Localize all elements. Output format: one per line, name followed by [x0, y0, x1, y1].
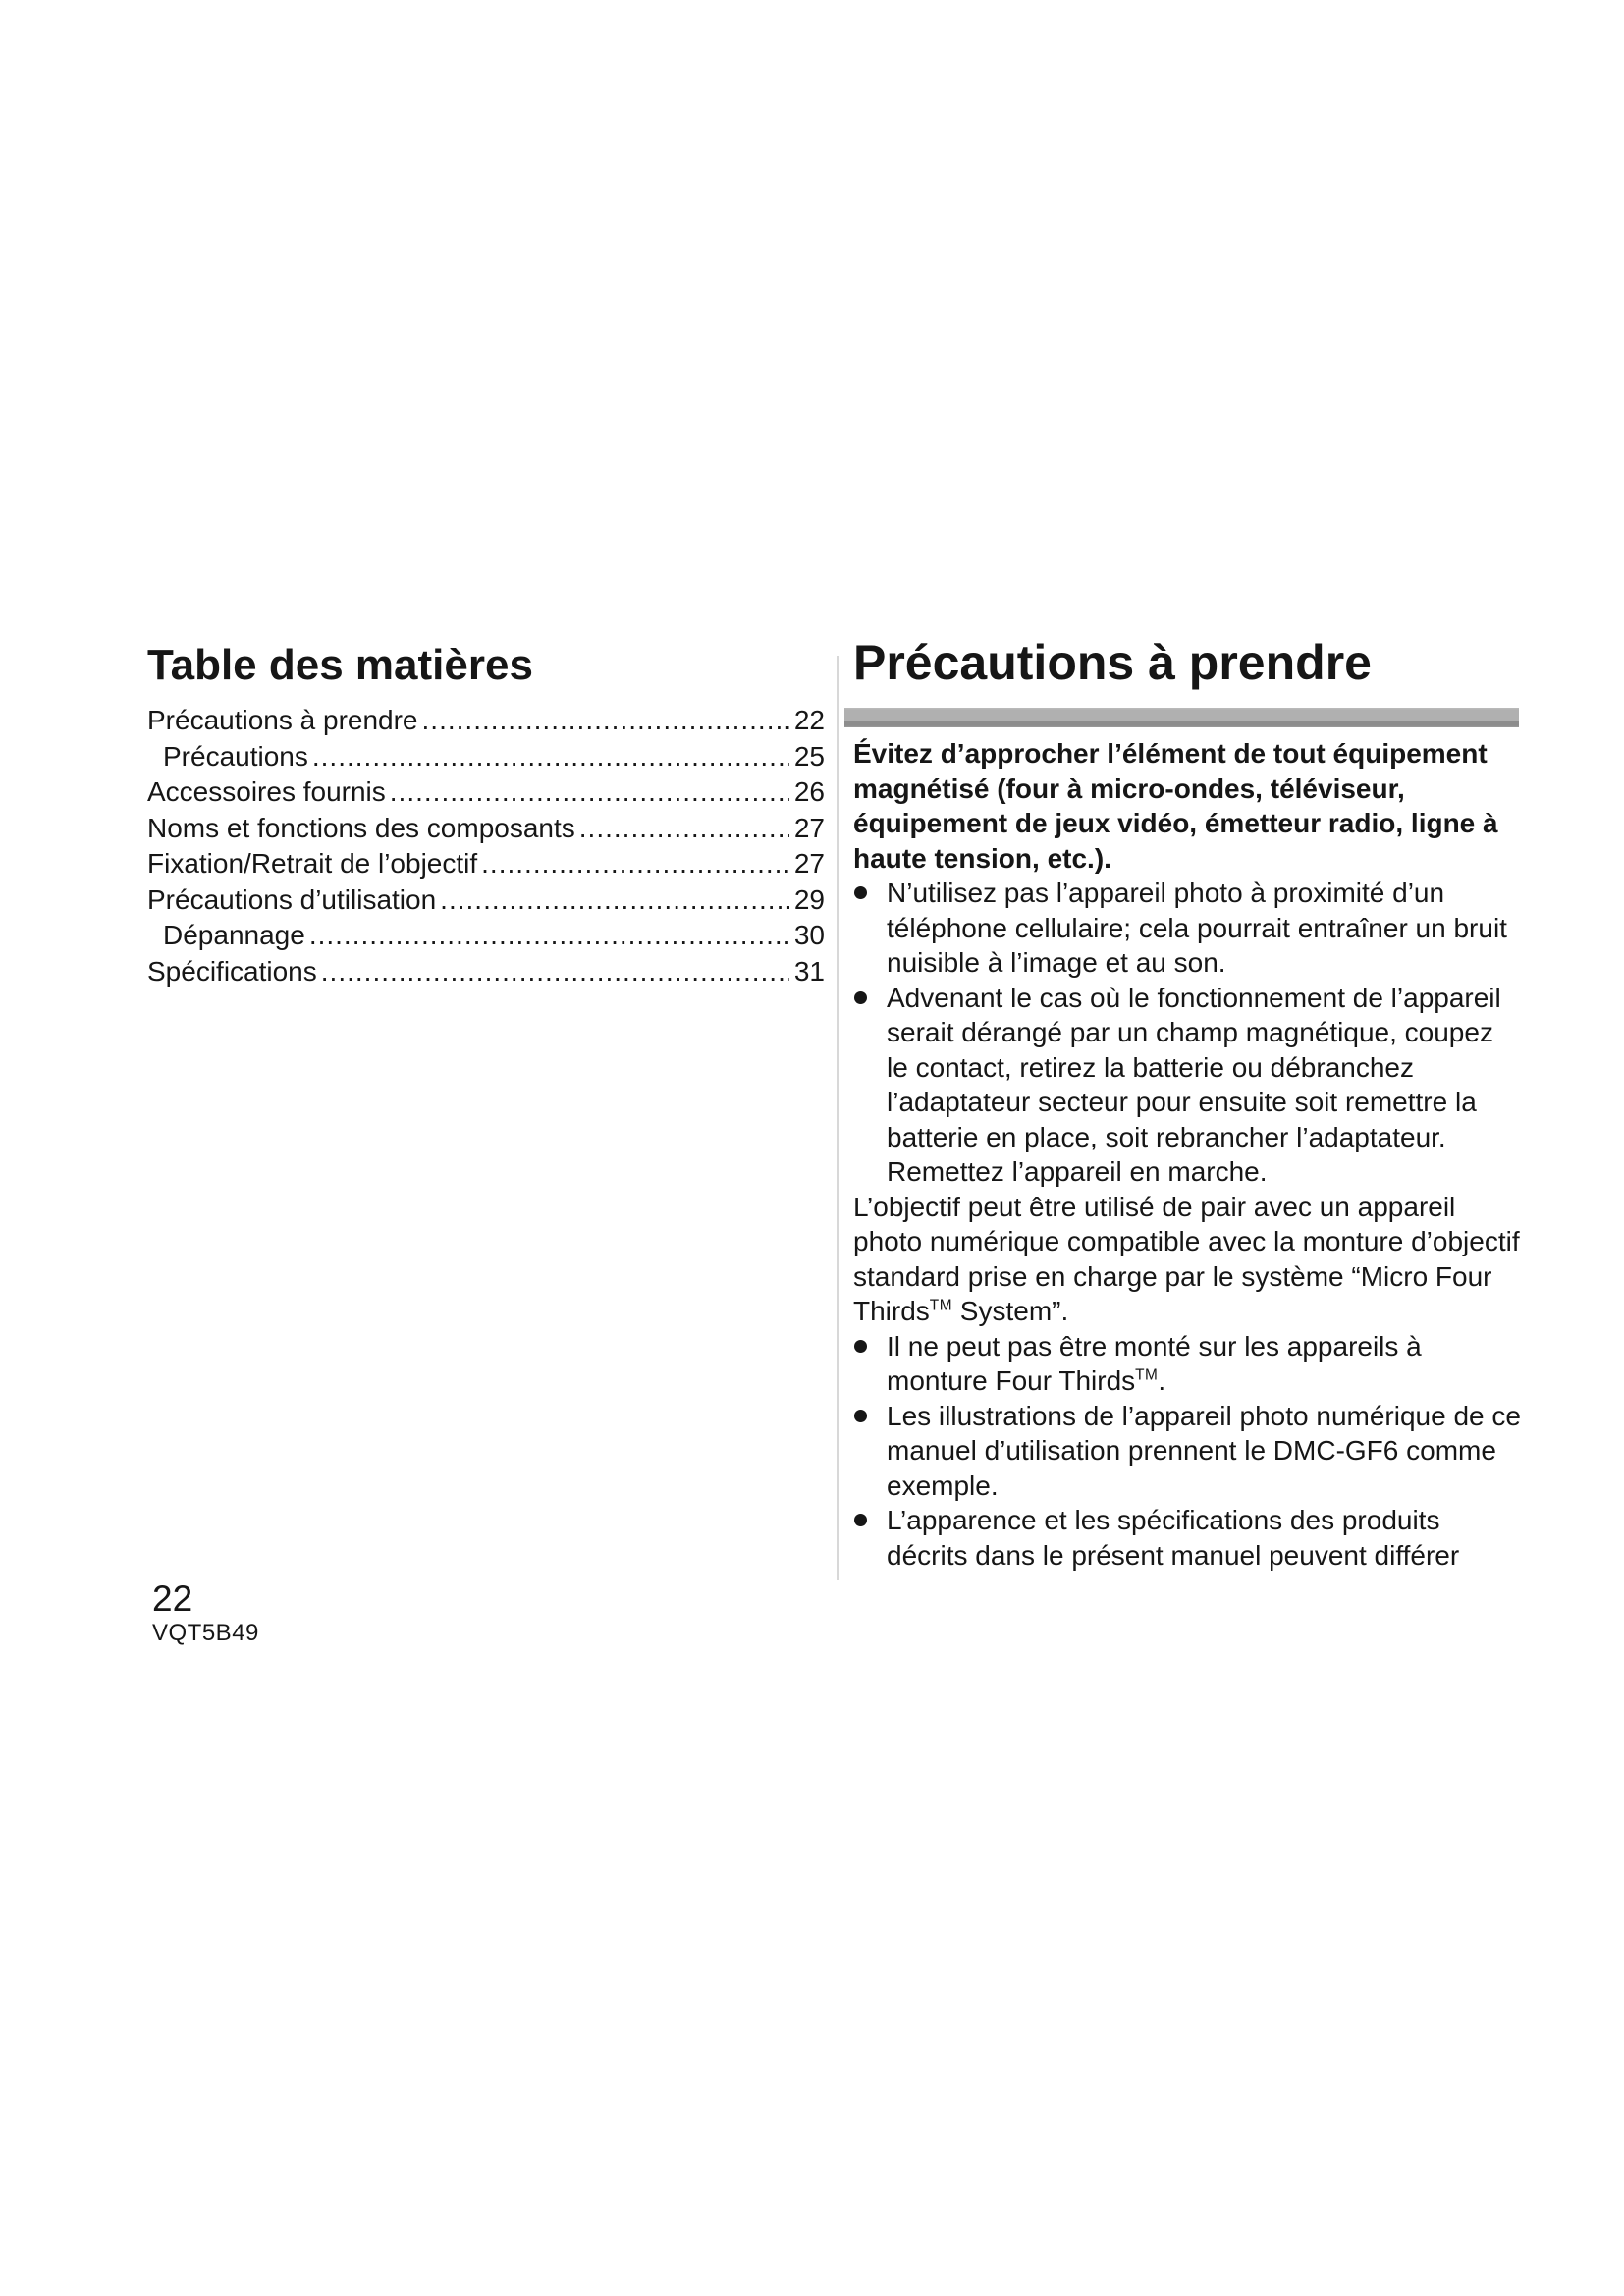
bullet-text: Les illustrations de l’appareil photo numérique de ce manuel d’utilisation prennent le DMC-GF6 comme exemple.: [887, 1400, 1521, 1501]
bullet-icon: [854, 886, 867, 899]
toc-dot-leader: [321, 954, 789, 990]
toc-dot-leader: [390, 774, 789, 811]
bullet-marker: [853, 1399, 887, 1422]
toc-entry: [147, 846, 825, 882]
section-body: [853, 736, 1521, 1573]
toc-entry-label: Spécifications: [147, 955, 317, 987]
toc-entry: [147, 703, 825, 739]
document-code: VQT5B49: [152, 1620, 259, 1646]
toc-entry-page: 27: [793, 812, 825, 843]
toc-entry: [147, 811, 825, 847]
bullet-marker: [853, 1329, 887, 1353]
toc-list: [147, 703, 825, 989]
trademark-superscript: TM: [1135, 1366, 1159, 1384]
toc-entry-label: Précautions à prendre: [147, 705, 418, 735]
bullet-item: [853, 981, 1521, 1190]
bullet-text: Il ne peut pas être monté sur les appareils à monture Four Thirds™.: [887, 1330, 1422, 1396]
toc-entry: [147, 739, 825, 775]
toc-dot-leader: [312, 739, 789, 775]
table-of-contents: [147, 640, 825, 989]
bullet-item: [853, 1399, 1521, 1504]
toc-entry: [147, 882, 825, 919]
bullet-text: N’utilisez pas l’appareil photo à proximité d’un téléphone cellulaire; cela pourrait entraîner un bruit nuisible à l’image et au son.: [887, 878, 1507, 978]
toc-entry-page: 27: [793, 848, 825, 879]
bullet-icon: [854, 991, 867, 1004]
toc-dot-leader: [309, 918, 789, 954]
column-divider: [837, 656, 839, 1580]
bullet-item: [853, 1503, 1521, 1573]
toc-entry: [147, 918, 825, 954]
bullet-marker: [853, 1503, 887, 1526]
page-footer: [152, 1578, 259, 1647]
trademark-superscript: TM: [929, 1297, 953, 1314]
toc-entry: [147, 774, 825, 811]
toc-entry-label: Précautions d’utilisation: [147, 883, 437, 915]
toc-entry-label: Dépannage: [163, 920, 305, 950]
bullet-icon: [854, 1340, 867, 1353]
precautions-section: [853, 634, 1521, 1573]
bullet-marker: [853, 981, 887, 1004]
paragraph: L’objectif peut être utilisé de pair avec un appareil photo numérique compatible avec la monture d’objectif standard prise en charge par le système “Micro Four Thirds™ System”.: [853, 1191, 1520, 1326]
toc-entry-page: 25: [793, 740, 825, 772]
bullet-icon: [854, 1514, 867, 1526]
toc-entry-page: 30: [793, 920, 825, 950]
toc-entry-label: Accessoires fournis: [147, 776, 386, 807]
toc-title: Table des matières: [147, 641, 533, 689]
bullet-marker: [853, 876, 887, 899]
toc-entry-page: 22: [793, 705, 825, 735]
toc-entry-page: 29: [793, 883, 825, 915]
toc-dot-leader: [422, 703, 789, 739]
toc-dot-leader: [440, 882, 789, 919]
toc-dot-leader: [579, 811, 789, 847]
toc-entry: [147, 954, 825, 990]
bullet-item: [853, 876, 1521, 981]
bullet-icon: [854, 1410, 867, 1422]
lead-paragraph: Évitez d’approcher l’élément de tout équipement magnétisé (four à micro-ondes, téléviseur, équipement de jeux vidéo, émetteur radio, ligne à haute tension, etc.).: [853, 738, 1498, 874]
toc-entry-label: Noms et fonctions des composants: [147, 812, 575, 843]
toc-entry-label: Fixation/Retrait de l’objectif: [147, 848, 478, 879]
section-title-bar: [844, 708, 1519, 727]
section-title: Précautions à prendre: [853, 635, 1372, 690]
toc-entry-page: 31: [793, 955, 825, 987]
toc-dot-leader: [481, 846, 789, 882]
bullet-text: L’apparence et les spécifications des produits décrits dans le présent manuel peuvent différer: [887, 1505, 1460, 1571]
toc-entry-label: Précautions: [163, 740, 308, 772]
toc-entry-page: 26: [793, 776, 825, 807]
page-number: 22: [152, 1578, 193, 1619]
bullet-text: Advenant le cas où le fonctionnement de l’appareil serait dérangé par un champ magnétique, coupez le contact, retirez la batterie ou débranchez l’adaptateur secteur pour ensuite soit remettre la batterie en place, soit rebrancher l’adaptateur. Remettez l’appareil en marche.: [887, 982, 1501, 1187]
bullet-item: [853, 1329, 1521, 1399]
